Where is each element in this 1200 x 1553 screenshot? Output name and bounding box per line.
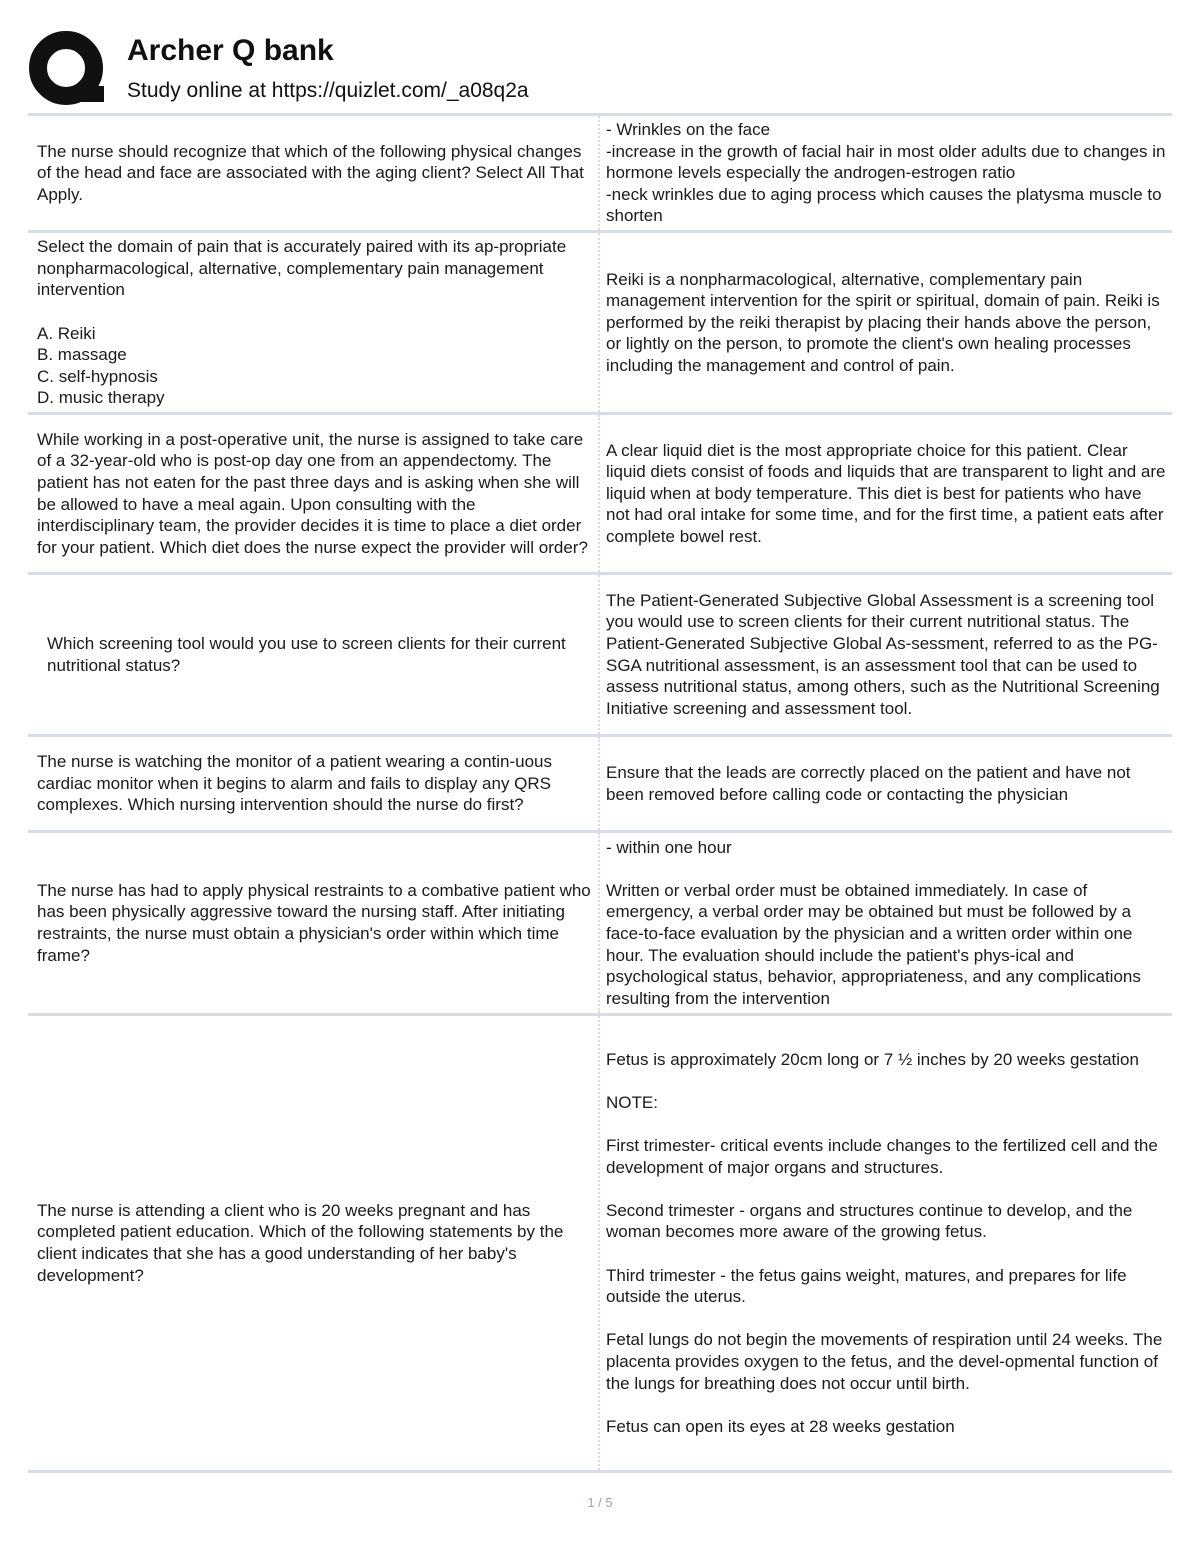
flashcard [28,230,1172,412]
quizlet-logo-icon [28,30,108,110]
card-definition: The Patient-Generated Subjective Global Assessment is a screening tool you would use to screen clients for their current nutritional status. The Patient-Generated Subjective Global As-sessment, referred to as the PG-SGA nutritional assessment, is an assessment tool that can be used to assess nutritional status, among others, such as the Nutritional Screening Initiative screening and assessment tool. [598,575,1172,734]
card-term: While working in a post-operative unit, the nurse is assigned to take care of a 32-year-old who is post-op day one from an appendectomy. The patient has not eaten for the past three days and is asking when she will be allowed to have a meal again. Upon consulting with the interdisciplinary team, the provider decides it is time to place a diet order for your patient. Which diet does the nurse expect the provider will order? [37,429,588,557]
set-study-link[interactable]: Study online at https://quizlet.com/_a08q2a [127,79,529,102]
card-term: The nurse has had to apply physical restraints to a combative patient who has been physically aggressive toward the nursing staff. After initiating restraints, the nurse must obtain a physician's order within which time frame? [37,880,591,965]
set-title: Archer Q bank [127,34,334,67]
flashcard [28,830,1172,1013]
card-definition: A clear liquid diet is the most appropriate choice for this patient. Clear liquid diets consist of foods and liquids that are transparent to light and are liquid when at body temperature. This diet is best for patients who have not had oral intake for some time, and for the first time, a patient eats after complete bowel rest. [598,415,1172,572]
card-definition: Ensure that the leads are correctly placed on the patient and have not been removed before calling code or contacting the physician [598,737,1172,830]
card-term: Select the domain of pain that is accurately paired with its ap-propriate nonpharmacological, alternative, complementary pain management intervention A. Reiki B. massage C. self-hypnosis D. music therapy [37,237,567,408]
card-term: The nurse is attending a client who is 20 weeks pregnant and has completed patient education. Which of the following statements by the client indicates that she has a good understanding of her baby's development? [37,1200,564,1285]
card-term: Which screening tool would you use to screen clients for their current nutritional status? [47,633,566,675]
card-term: The nurse should recognize that which of the following physical changes of the head and face are associated with the aging client? Select All That Apply. [37,141,584,204]
card-definition: - Wrinkles on the face -increase in the growth of facial hair in most older adults due to changes in hormone levels especially the androgen-estrogen ratio -neck wrinkles due to aging process which causes the platysma muscle to shorten [598,116,1172,230]
flashcard [28,113,1172,230]
flashcard-list [28,113,1172,1473]
flashcard [28,734,1172,830]
card-term: The nurse is watching the monitor of a patient wearing a contin-uous cardiac monitor when it begins to alarm and fails to display any QRS complexes. Which nursing intervention should the nurse do first? [37,752,553,815]
card-definition: - within one hour Written or verbal order must be obtained immediately. In case of emergency, a verbal order may be obtained but must be followed by a face-to-face evaluation by the physician and a written order within one hour. The evaluation should include the patient's phys-ical and psychological status, behavior, appropriateness, and any complications resulting from the intervention [598,833,1172,1013]
flashcard [28,412,1172,572]
page-number: 1 / 5 [587,1495,613,1510]
card-definition: Fetus is approximately 20cm long or 7 ½ inches by 20 weeks gestation NOTE: First trimester- critical events include changes to the fertilized cell and the development of major organs and structures. Second trimester - organs and structures continue to develop, and the woman becomes more aware of the growing fetus. Third trimester - the fetus gains weight, matures, and prepares for life outside the uterus. Fetal lungs do not begin the movements of respiration until 24 weeks. The placenta provides oxygen to the fetus, and the devel-opmental function of the lungs for breathing does not occur until birth. Fetus can open its eyes at 28 weeks gestation [598,1016,1172,1470]
card-definition: Reiki is a nonpharmacological, alternative, complementary pain management intervention for the spirit or spiritual, domain of pain. Reiki is performed by the reiki therapist by placing their hands above the person, or lightly on the person, to promote the client's own healing processes including the management and control of pain. [598,233,1172,412]
page-header [0,0,1200,112]
flashcard [28,1013,1172,1473]
flashcard [28,572,1172,734]
